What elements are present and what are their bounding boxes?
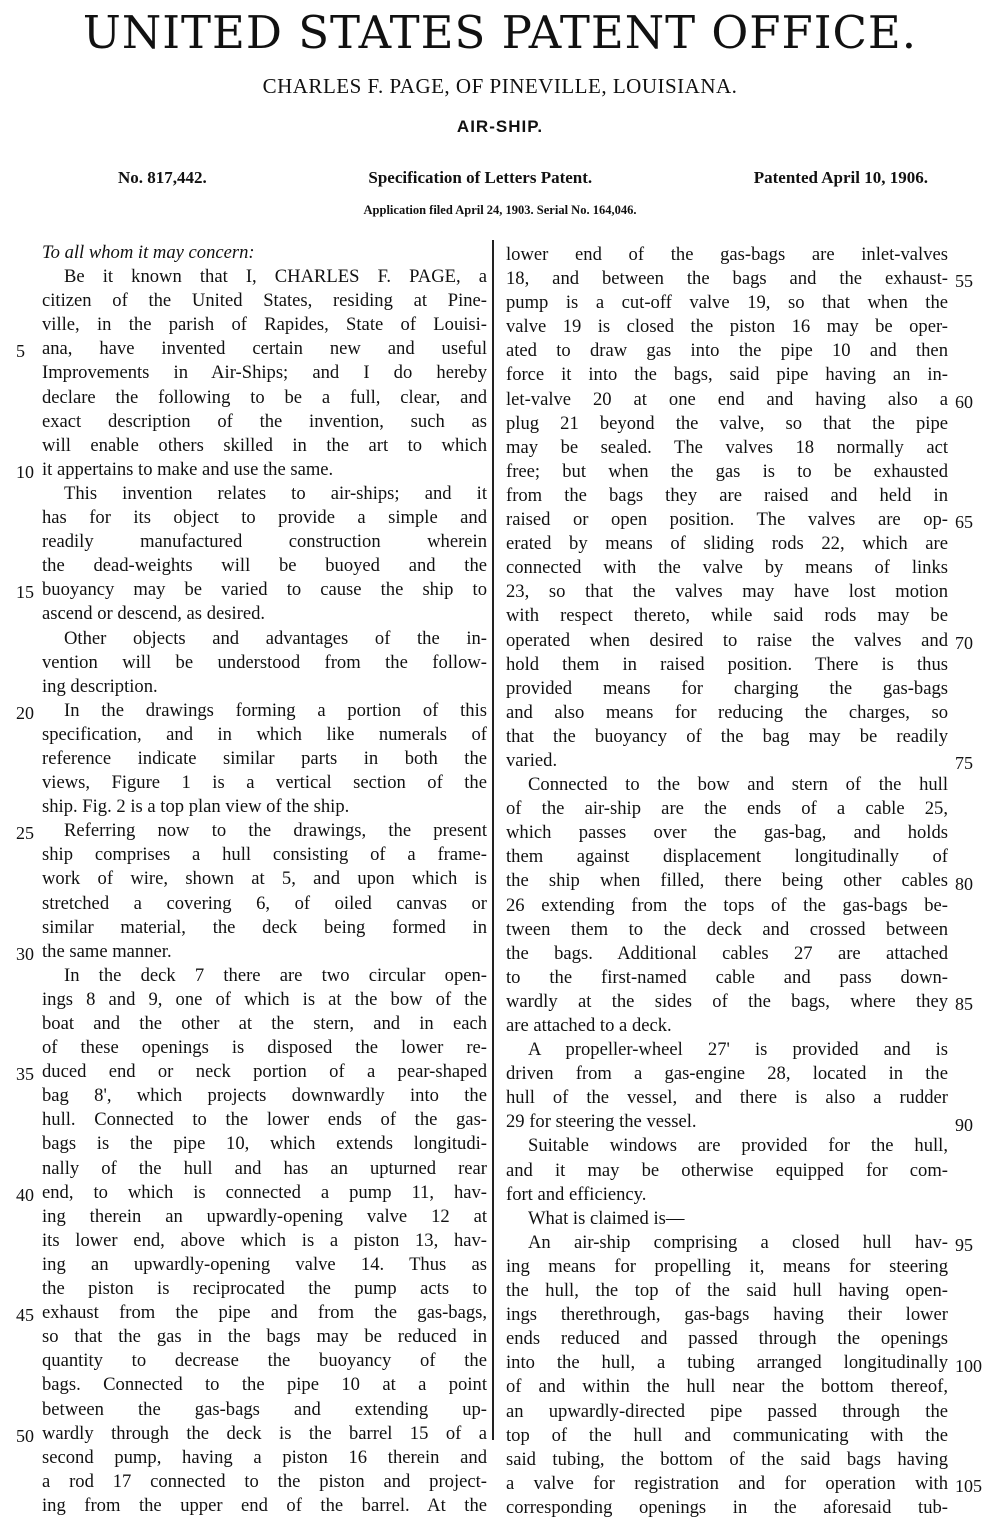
line-number: 35 [16,1064,34,1085]
line-number: 30 [16,943,34,964]
text-line: views, Figure 1 is a vertical section of the [42,772,487,794]
line-number: 85 [955,994,973,1015]
line-number: 90 [955,1114,973,1135]
text-line: lower end of the gas-bags are inlet-valves [506,244,948,265]
text-line: from the bags they are raised and held in [506,484,948,506]
text-line: that the buoyancy of the bag may be readily [506,725,948,747]
left-column [42,241,487,1518]
text-line: ana, have invented certain new and useful [42,338,487,360]
text-line: will enable others skilled in the art to which [42,434,487,456]
page-title: UNITED STATES PATENT OFFICE. [82,6,918,59]
line-number: 20 [16,702,34,723]
line-number: 45 [16,1305,34,1326]
text-line: Other objects and advantages of the in- [64,627,487,649]
text-line: ship comprises a hull consisting of a frame- [42,844,487,866]
application-line: Application filed April 24, 1903. Serial No. 164,046. [363,203,637,217]
text-line: Referring now to the drawings, the present [64,820,487,842]
line-number: 25 [16,823,34,844]
text-line: ship. Fig. 2 is a top plan view of the ship. [42,796,350,818]
line-number: 50 [16,1425,34,1446]
text-line: the piston is reciprocated the pump acts to [42,1278,487,1300]
text-line: wardly at the sides of the bags, where they [506,990,948,1012]
text-line: tween them to the deck and crossed between [506,918,948,940]
text-line: of the air-ship are the ends of a cable 25, [506,798,948,820]
text-line: work of wire, shown at 5, and upon which is [42,868,487,890]
text-line: force it into the bags, said pipe having an in- [506,364,948,386]
text-line: Be it known that I, CHARLES F. PAGE, a [64,266,487,288]
text-line: In the deck 7 there are two circular open- [64,964,487,986]
text-line: it appertains to make and use the same. [42,458,334,480]
text-line: declare the following to be a full, clear, and [42,386,487,408]
text-line: 18, and between the bags and the exhaust- [506,268,948,290]
line-number: 55 [955,271,973,292]
text-line: so that the gas in the bags may be reduced in [42,1326,487,1348]
text-line: exhaust from the pipe and from the gas-bags, [42,1302,487,1324]
text-line: To all whom it may concern: [42,242,255,263]
text-line: ascend or descend, as desired. [42,603,266,625]
text-line: vention will be understood from the follow- [42,651,487,673]
text-line: ville, in the parish of Rapides, State of Louisi- [42,314,487,336]
line-number: 105 [955,1476,982,1497]
text-line: to the first-named cable and pass down- [506,966,948,988]
text-line: ends reduced and passed through the openings [506,1328,948,1350]
text-line: 23, so that the valves may have lost motion [506,581,948,603]
text-line: an upwardly-directed pipe passed through the [506,1400,948,1422]
text-line: similar material, the deck being formed in [42,916,487,938]
text-line: which passes over the gas-bag, and holds [506,822,948,844]
text-line: hull. Connected to the lower ends of the gas- [42,1109,487,1131]
text-line: bag 8', which projects downwardly into the [42,1085,487,1107]
line-number: 10 [16,461,34,482]
text-line: ing an upwardly-opening valve 14. Thus as [42,1253,487,1275]
text-line: said tubing, the bottom of the said bags having [506,1448,948,1470]
text-line: end, to which is connected a pump 11, hav- [42,1181,487,1203]
text-line: citizen of the United States, residing at Pine- [42,290,487,312]
text-line: of these openings is disposed the lower re- [42,1037,487,1059]
text-line: ing description. [42,675,158,697]
text-line: the ship when filled, there being other cables [506,870,948,892]
invention-title: AIR-SHIP. [456,117,544,136]
line-number: 15 [16,582,34,603]
patented-date: Patented April 10, 1906. [753,168,928,187]
text-line: ings therethrough, gas-bags having their lower [506,1304,948,1326]
line-number: 80 [955,873,973,894]
text-line: fort and efficiency. [506,1183,647,1205]
text-line: reference indicate similar parts in both the [42,747,487,769]
text-line: hull of the vessel, and there is also a rudder [506,1087,948,1109]
text-line: operated when desired to raise the valves and [506,629,948,651]
text-line: Improvements in Air-Ships; and I do hereby [42,362,487,384]
text-line: raised or open position. The valves are op- [506,509,948,531]
text-line: between the gas-bags and extending up- [42,1398,487,1420]
text-line: What is claimed is— [528,1207,685,1229]
text-line: plug 21 beyond the valve, so that the pipe [506,412,948,434]
text-line: specification, and in which like numerals of [42,723,487,745]
text-line: An air-ship comprising a closed hull hav- [528,1231,948,1253]
text-line: free; but when the gas is to be exhausted [506,460,948,482]
text-line: ing therein an upwardly-opening valve 12 at [42,1205,487,1227]
text-line: provided means for charging the gas-bags [506,677,948,699]
text-line: corresponding openings in the aforesaid tub- [506,1496,948,1518]
patent-number: No. 817,442. [118,168,207,187]
inventor-line: CHARLES F. PAGE, OF PINEVILLE, LOUISIANA. [262,74,738,98]
line-number: 60 [955,391,973,412]
text-line: are attached to a deck. [506,1015,672,1036]
text-line: duced end or neck portion of a pear-shaped [42,1061,487,1083]
text-line: a valve for registration and for operation with [506,1472,948,1494]
text-line: erated by means of sliding rods 22, which are [506,533,948,555]
line-number: 70 [955,632,973,653]
text-line: the hull, the top of the said hull having open- [506,1280,948,1302]
text-line: may be sealed. The valves 18 normally act [506,436,948,458]
text-line: top of the hull and communicating with the [506,1424,948,1446]
text-line: driven from a gas-engine 28, located in the [506,1063,948,1085]
line-number: 65 [955,512,973,533]
text-line: them against displacement longitudinally of [506,846,948,868]
text-line: ing means for propelling it, means for steering [506,1255,948,1277]
specification-label: Specification of Letters Patent. [368,168,593,187]
text-line: readily manufactured construction wherein [42,531,487,553]
spec-row [118,168,928,188]
text-line: the same manner. [42,940,172,962]
text-line: and it may be otherwise equipped for com- [506,1159,948,1181]
text-line: of and within the hull near the bottom thereof, [506,1376,948,1398]
text-line: with respect thereto, while said rods may be [506,605,948,627]
text-line: its lower end, above which is a piston 13, hav- [42,1229,487,1251]
text-line: Suitable windows are provided for the hull, [528,1135,948,1157]
text-line: nally of the hull and has an upturned rear [42,1157,487,1179]
text-line: into the hull, a tubing arranged longitudinally [506,1352,948,1374]
text-line: second pump, having a piston 16 therein and [42,1446,487,1468]
text-line: boat and the other at the stern, and in each [42,1013,487,1034]
text-line: valve 19 is closed the piston 16 may be oper- [506,316,948,338]
text-line: exact description of the invention, such as [42,410,487,432]
text-line: the bags. Additional cables 27 are attached [506,942,948,964]
text-line: bags is the pipe 10, which extends longitudi- [42,1133,487,1155]
text-line: 29 for steering the vessel. [506,1111,697,1133]
text-line: wardly through the deck is the barrel 15 of a [42,1422,487,1444]
text-line: hold them in raised position. There is thus [506,653,948,675]
column-rule [492,240,494,1440]
text-line: has for its object to provide a simple and [42,507,487,529]
text-line: ated to draw gas into the pipe 10 and then [506,340,948,362]
line-number: 75 [955,753,973,774]
text-line: In the drawings forming a portion of this [64,699,487,721]
text-line: ing from the upper end of the barrel. At the [42,1494,487,1516]
line-number: 100 [955,1355,982,1376]
text-line: bags. Connected to the pipe 10 at a point [42,1374,487,1396]
text-line: stretched a covering 6, of oiled canvas or [42,892,487,914]
text-line: 26 extending from the tops of the gas-bags be- [506,894,948,916]
text-line: A propeller-wheel 27' is provided and is [528,1039,948,1061]
text-line: Connected to the bow and stern of the hull [528,774,948,796]
text-line: a rod 17 connected to the piston and project- [42,1470,487,1492]
text-line: pump is a cut-off valve 19, so that when the [506,292,948,314]
line-number: 95 [955,1235,973,1256]
text-line: ings 8 and 9, one of which is at the bow of the [42,988,487,1010]
text-line: buoyancy may be varied to cause the ship to [42,579,487,601]
text-line: let-valve 20 at one end and having also a [506,388,948,410]
right-column [506,243,948,1520]
text-line: This invention relates to air-ships; and it [64,482,487,504]
line-number: 5 [16,341,25,362]
text-line: varied. [506,749,558,771]
text-line: connected with the valve by means of links [506,557,948,579]
text-line: quantity to decrease the buoyancy of the [42,1350,487,1372]
text-line: and also means for reducing the charges, so [506,701,948,723]
line-number: 40 [16,1184,34,1205]
text-line: the dead-weights will be buoyed and the [42,555,487,577]
